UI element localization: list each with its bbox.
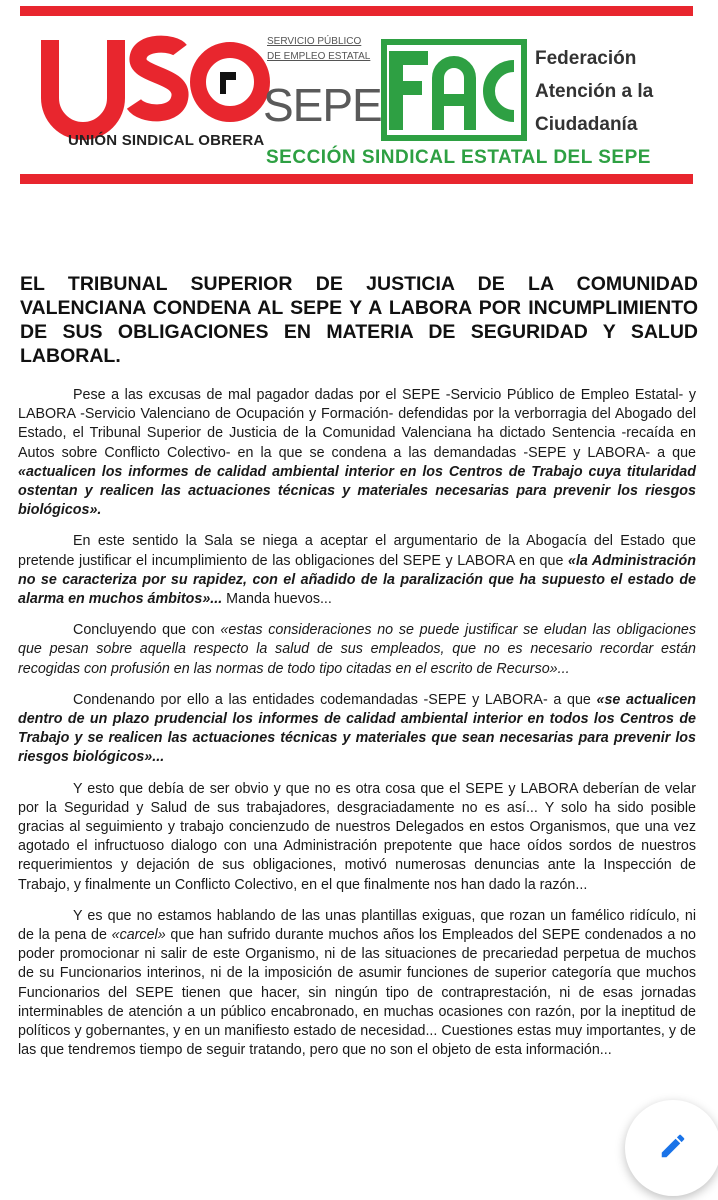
court-quote: «actualicen los informes de calidad ambiental interior en los Centros de Trabajo cuya titularidad ostentan y realicen las actuaciones técnicas y materiales necesarias para prevenir los riesgos biológicos». bbox=[18, 463, 696, 519]
uso-logo bbox=[40, 32, 280, 162]
uso-caption: UNIÓN SINDICAL OBRERA bbox=[68, 132, 265, 149]
section-banner: SECCIÓN SINDICAL ESTATAL DEL SEPE bbox=[266, 147, 651, 168]
paragraph-text: Pese a las excusas de mal pagador dadas por el SEPE -Servicio Público de Empleo Estatal- y LABORA -Servicio Valenciano de Ocupación y Formación- defendidas por la verborragia del Abogado del Estado, el Tribunal Superior de Justicia de la Comunidad Valenciana ha dictado Sentencia -recaída en Autos sobre Conflicto Colectivo- en la que se condena a las demandadas -SEPE y LABORA- a que bbox=[18, 387, 696, 461]
paragraph-text: Y esto que debía de ser obvio y que no es otra cosa que el SEPE y LABORA deberían de velar por la Seguridad y Salud de sus trabajadores, desgraciadamente no es así... Y solo ha sido posible gracias al seguimiento y trabajo concienzudo de nuestros Delegados en estos Organismos, que una vez agotado el infructuoso dialogo con una Administración prepotente que hace oídos sordos de nuestros requerimientos y dejación de sus obligaciones, motivó numerosas denuncias ante la Inspección de Trabajo, y finalmente un Conflicto Colectivo, en el que finalmente nos han dado la razón... bbox=[18, 780, 696, 893]
federation-line3: Ciudadanía bbox=[535, 114, 638, 135]
bottom-red-bar bbox=[20, 174, 693, 184]
court-quote: «se actualicen dentro de un plazo prudencial los informes de calidad ambiental interior en todos los Centros de Trabajo y se realicen las actuaciones técnicas y materiales que sean necesarias para prevenir los riesgos biológicos»... bbox=[18, 691, 696, 766]
sepe-wordmark: SEPE bbox=[263, 79, 382, 131]
edit-button[interactable] bbox=[625, 1100, 718, 1196]
paragraph-text: que han sufrido durante muchos años los Empleados del SEPE condenados a no poder promocionar ni salir de este Organismo, ni de las situaciones de precariedad perpetua de muchos de su Funcionarios interinos, ni de la imposición de asumir funciones de superior categoría que muchos Funcionarios del SEPE tienen que hacer, sin ningún tipo de contraprestación, ni de esas jornadas interminables de atención a un público encabronado, en muchas ocasiones con razón, por la ineptitud de políticos y gobernantes, y en un manifiesto estado de necesidad... Cuestiones estas muy importantes, y de las que tendremos tiempo de seguir tratando, pero que no son el objeto de esta información... bbox=[18, 927, 696, 1059]
court-quote: «estas consideraciones no se puede justificar se eludan las obligaciones que pesan sobre aquella respecto la salud de sus empleados, que no es necesario recordar están recogidas con profusión en las normas de todo tipo citadas en el escrito de Recurso»... bbox=[18, 622, 696, 677]
paragraph-6 bbox=[18, 907, 696, 1061]
uso-logo-graphic bbox=[40, 32, 280, 142]
article-body bbox=[18, 386, 696, 1073]
pencil-icon bbox=[658, 1131, 688, 1161]
paragraph-5 bbox=[18, 780, 696, 895]
paragraph-text: Condenando por ello a las entidades codemandadas -SEPE y LABORA- a que bbox=[73, 691, 597, 708]
sepe-subtitle-line2: DE EMPLEO ESTATAL bbox=[267, 51, 371, 62]
inline-quote: «carcel» bbox=[111, 927, 166, 944]
paragraph-text: Manda huevos... bbox=[222, 591, 332, 608]
article-title: EL TRIBUNAL SUPERIOR DE JUSTICIA DE LA COMUNIDAD VALENCIANA CONDENA AL SEPE Y A LABORA POR INCUMPLIMIENTO DE SUS OBLIGACIONES EN MATERIA DE SEGURIDAD Y SALUD LABORAL. bbox=[20, 273, 698, 367]
paragraph-text: Concluyendo que con bbox=[73, 622, 221, 639]
court-quote: «la Administración no se caracteriza por su rapidez, con el añadido de la paralización que ha supuesto el estado de alarma en muchos ámbitos»... bbox=[18, 552, 696, 608]
paragraph-text: En este sentido la Sala se niega a aceptar el argumentario de la Abogacía del Estado que pretende justificar el incumplimiento de las obligaciones del SEPE y LABORA en que bbox=[18, 533, 696, 569]
letterhead bbox=[20, 0, 693, 190]
federation-line1: Federación bbox=[535, 48, 637, 69]
federation-line2: Atención a la bbox=[535, 81, 654, 102]
sepe-subtitle bbox=[267, 34, 370, 64]
federation-text bbox=[535, 42, 653, 141]
paragraph-3 bbox=[18, 621, 696, 679]
sepe-subtitle-line1: SERVICIO PÚBLICO bbox=[267, 36, 362, 47]
paragraph-1 bbox=[18, 386, 696, 520]
paragraph-4 bbox=[18, 691, 696, 768]
fac-logo bbox=[380, 38, 528, 142]
paragraph-2 bbox=[18, 532, 696, 609]
top-red-bar bbox=[20, 6, 693, 16]
paragraph-text: Y es que no estamos hablando de las unas plantillas exiguas, que rozan un famélico ridículo, ni de la pena de bbox=[18, 907, 696, 944]
